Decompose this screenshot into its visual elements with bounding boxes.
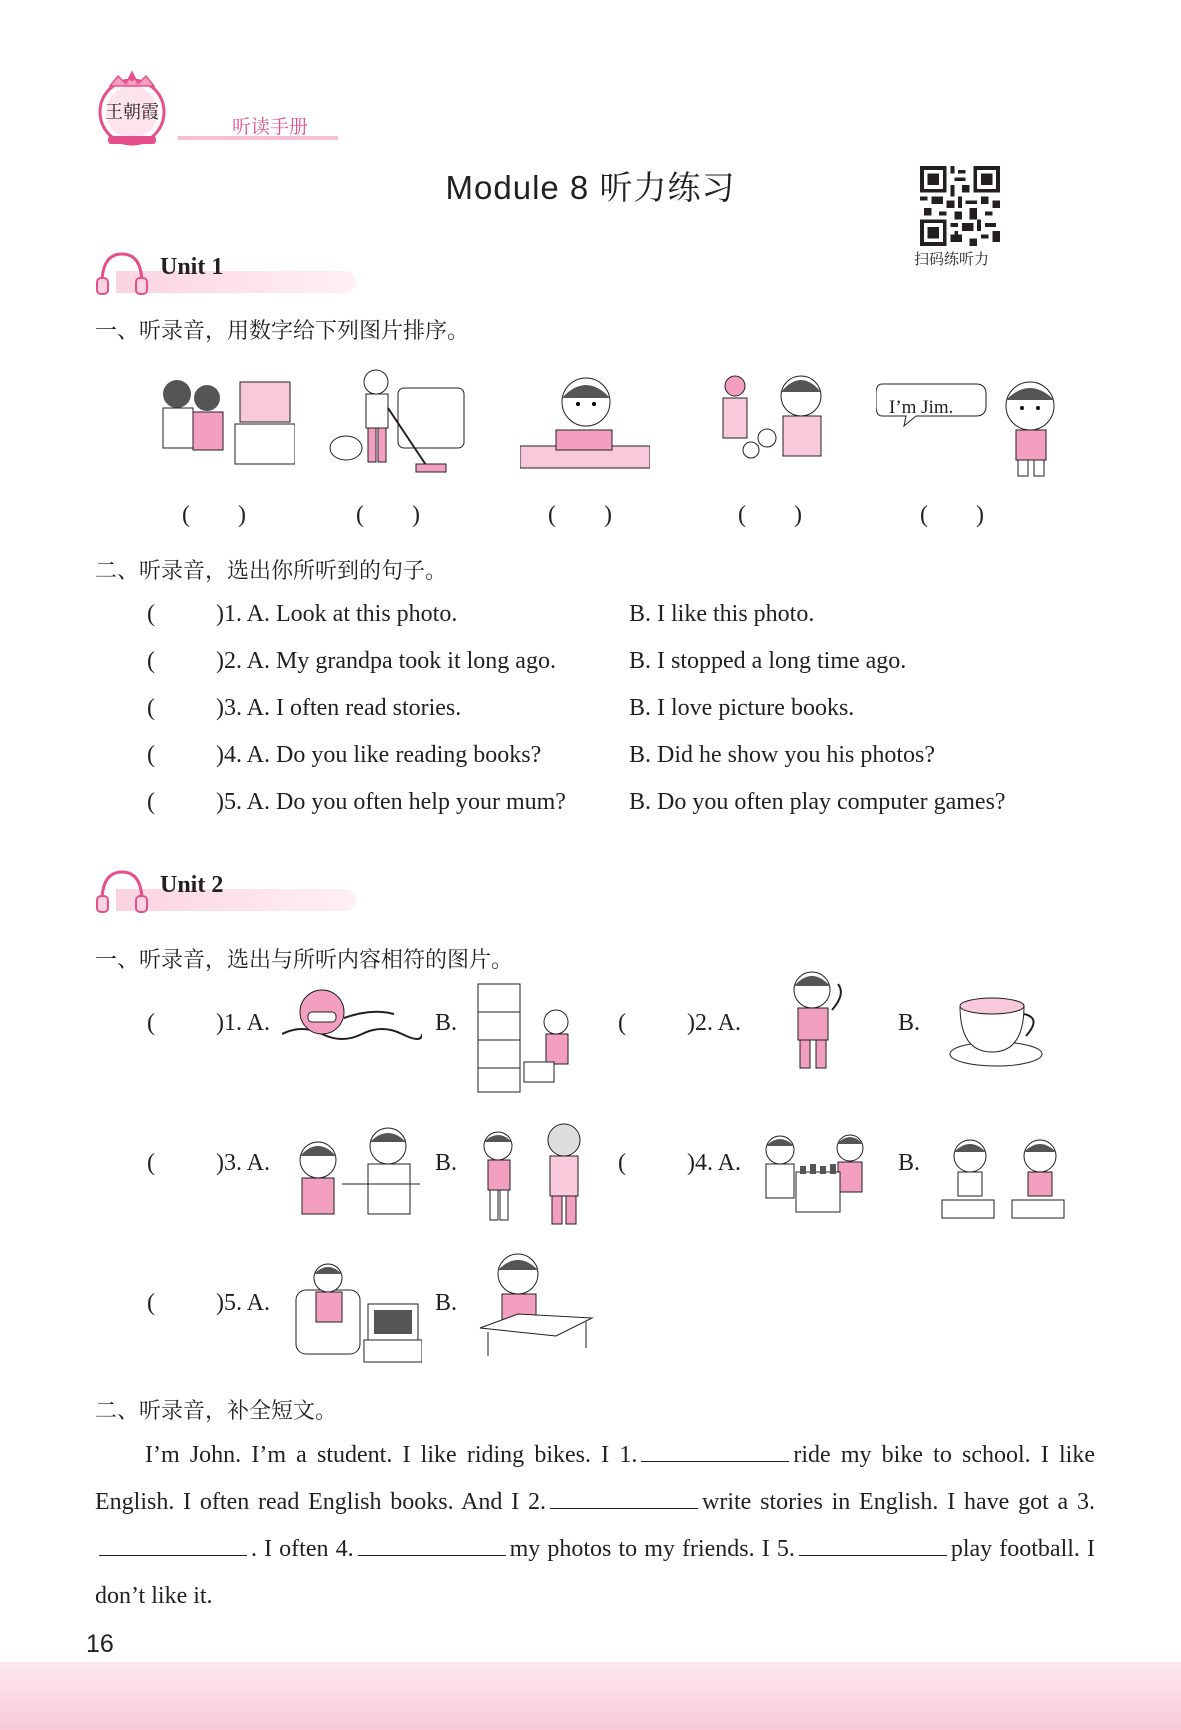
unit2-part1-heading: 一、听录音，选出与所听内容相符的图片。: [95, 948, 514, 973]
picture-tea-cup[interactable]: [946, 992, 1046, 1068]
question-1-b: B. I like this photo.: [629, 601, 815, 627]
answer-paren-1[interactable]: ( ): [182, 502, 246, 528]
headphones-icon: [94, 866, 150, 916]
u2-item-2-label: )2. A.: [687, 1010, 741, 1036]
picture-boy-and-grandma[interactable]: [478, 1122, 588, 1228]
passage-text-4: . I often 4.: [251, 1536, 354, 1562]
answer-paren-4[interactable]: ( ): [738, 502, 802, 528]
fill-in-passage: [95, 1432, 1095, 1620]
u2-item-5-label: )5. A.: [216, 1290, 270, 1316]
u2-item-4-b: B.: [898, 1150, 921, 1176]
question-paren[interactable]: (: [147, 1150, 155, 1176]
picture-shopping[interactable]: [476, 982, 576, 1094]
speech-bubble-text: I’m Jim.: [889, 397, 954, 418]
question-3-a: )3. A. I often read stories.: [216, 695, 462, 721]
page-number: 16: [86, 1630, 114, 1658]
picture-introducing-jim: [876, 378, 1066, 478]
question-paren[interactable]: (: [147, 601, 155, 627]
question-paren[interactable]: (: [147, 742, 155, 768]
brand-text: 王朝霞: [105, 102, 159, 123]
passage-text-3: write stories in English. I have got a 3.: [702, 1489, 1095, 1515]
question-4-b: B. Did he show you his photos?: [629, 742, 935, 768]
blank-5[interactable]: [799, 1535, 947, 1556]
unit1-banner: [94, 248, 274, 298]
blank-1[interactable]: [641, 1441, 789, 1462]
footer-band: [0, 1662, 1181, 1730]
picture-eating-banana[interactable]: [776, 970, 856, 1074]
question-paren[interactable]: (: [147, 1290, 155, 1316]
answer-paren-3[interactable]: ( ): [548, 502, 612, 528]
question-2-b: B. I stopped a long time ago.: [629, 648, 907, 674]
picture-reading-together[interactable]: [940, 1132, 1070, 1222]
u2-item-4-label: )4. A.: [687, 1150, 741, 1176]
blank-2[interactable]: [550, 1488, 698, 1509]
answer-paren-5[interactable]: ( ): [920, 502, 984, 528]
u2-item-2-b: B.: [898, 1010, 921, 1036]
picture-watching-tv: [155, 372, 295, 472]
u2-item-3-label: )3. A.: [216, 1150, 270, 1176]
picture-writing[interactable]: [478, 1252, 594, 1360]
question-paren[interactable]: (: [147, 1010, 155, 1036]
unit2-part2-heading: 二、听录音，补全短文。: [95, 1399, 338, 1424]
passage-text-6: play football. I don’t like it.: [95, 1536, 1095, 1609]
question-5-a: )5. A. Do you often help your mum?: [216, 789, 566, 815]
question-paren[interactable]: (: [147, 789, 155, 815]
qr-caption: 扫码练听力: [914, 250, 990, 268]
unit1-part2-heading: 二、听录音，选出你所听到的句子。: [95, 559, 448, 584]
picture-watching-tv-sofa[interactable]: [292, 1260, 422, 1366]
passage-text-1: I’m John. I’m a student. I like riding bikes. I 1.: [145, 1442, 638, 1468]
picture-at-doctor[interactable]: [292, 1124, 422, 1222]
picture-playing-with-dolls: [715, 368, 835, 474]
u2-item-5-b: B.: [435, 1290, 458, 1316]
question-paren[interactable]: (: [618, 1010, 626, 1036]
unit1-label: Unit 1: [160, 254, 224, 280]
u2-item-3-b: B.: [435, 1150, 458, 1176]
question-4-a: )4. A. Do you like reading books?: [216, 742, 542, 768]
headphones-icon: [94, 248, 150, 298]
passage-text-5: my photos to my friends. I 5.: [509, 1536, 795, 1562]
question-paren[interactable]: (: [147, 648, 155, 674]
u2-item-1-b: B.: [435, 1010, 458, 1036]
picture-reading-book: [520, 372, 650, 472]
qr-code-icon[interactable]: [920, 166, 1000, 246]
section-label: 听读手册: [232, 116, 309, 138]
unit-banner-bar: [116, 889, 356, 911]
page-title: Module 8 听力练习: [445, 169, 736, 206]
u2-item-1-label: )1. A.: [216, 1010, 270, 1036]
question-5-b: B. Do you often play computer games?: [629, 789, 1006, 815]
unit1-part1-heading: 一、听录音，用数字给下列图片排序。: [95, 319, 470, 344]
unit-banner-bar: [116, 271, 356, 293]
unit2-label: Unit 2: [160, 872, 224, 898]
answer-paren-2[interactable]: ( ): [356, 502, 420, 528]
question-paren[interactable]: (: [618, 1150, 626, 1176]
question-1-a: )1. A. Look at this photo.: [216, 601, 458, 627]
unit2-banner: [94, 866, 274, 916]
question-2-a: )2. A. My grandpa took it long ago.: [216, 648, 556, 674]
question-3-b: B. I love picture books.: [629, 695, 855, 721]
picture-swimming[interactable]: [282, 984, 422, 1054]
passage-text-2: ride my bike to school. I like English. I often read English books. And I 2.: [95, 1442, 1096, 1515]
blank-3[interactable]: [99, 1535, 247, 1556]
question-paren[interactable]: (: [147, 695, 155, 721]
blank-4[interactable]: [358, 1535, 506, 1556]
brand-logo-icon: [92, 68, 172, 148]
picture-playing-chess[interactable]: [760, 1126, 870, 1222]
picture-vacuuming: [328, 368, 468, 474]
